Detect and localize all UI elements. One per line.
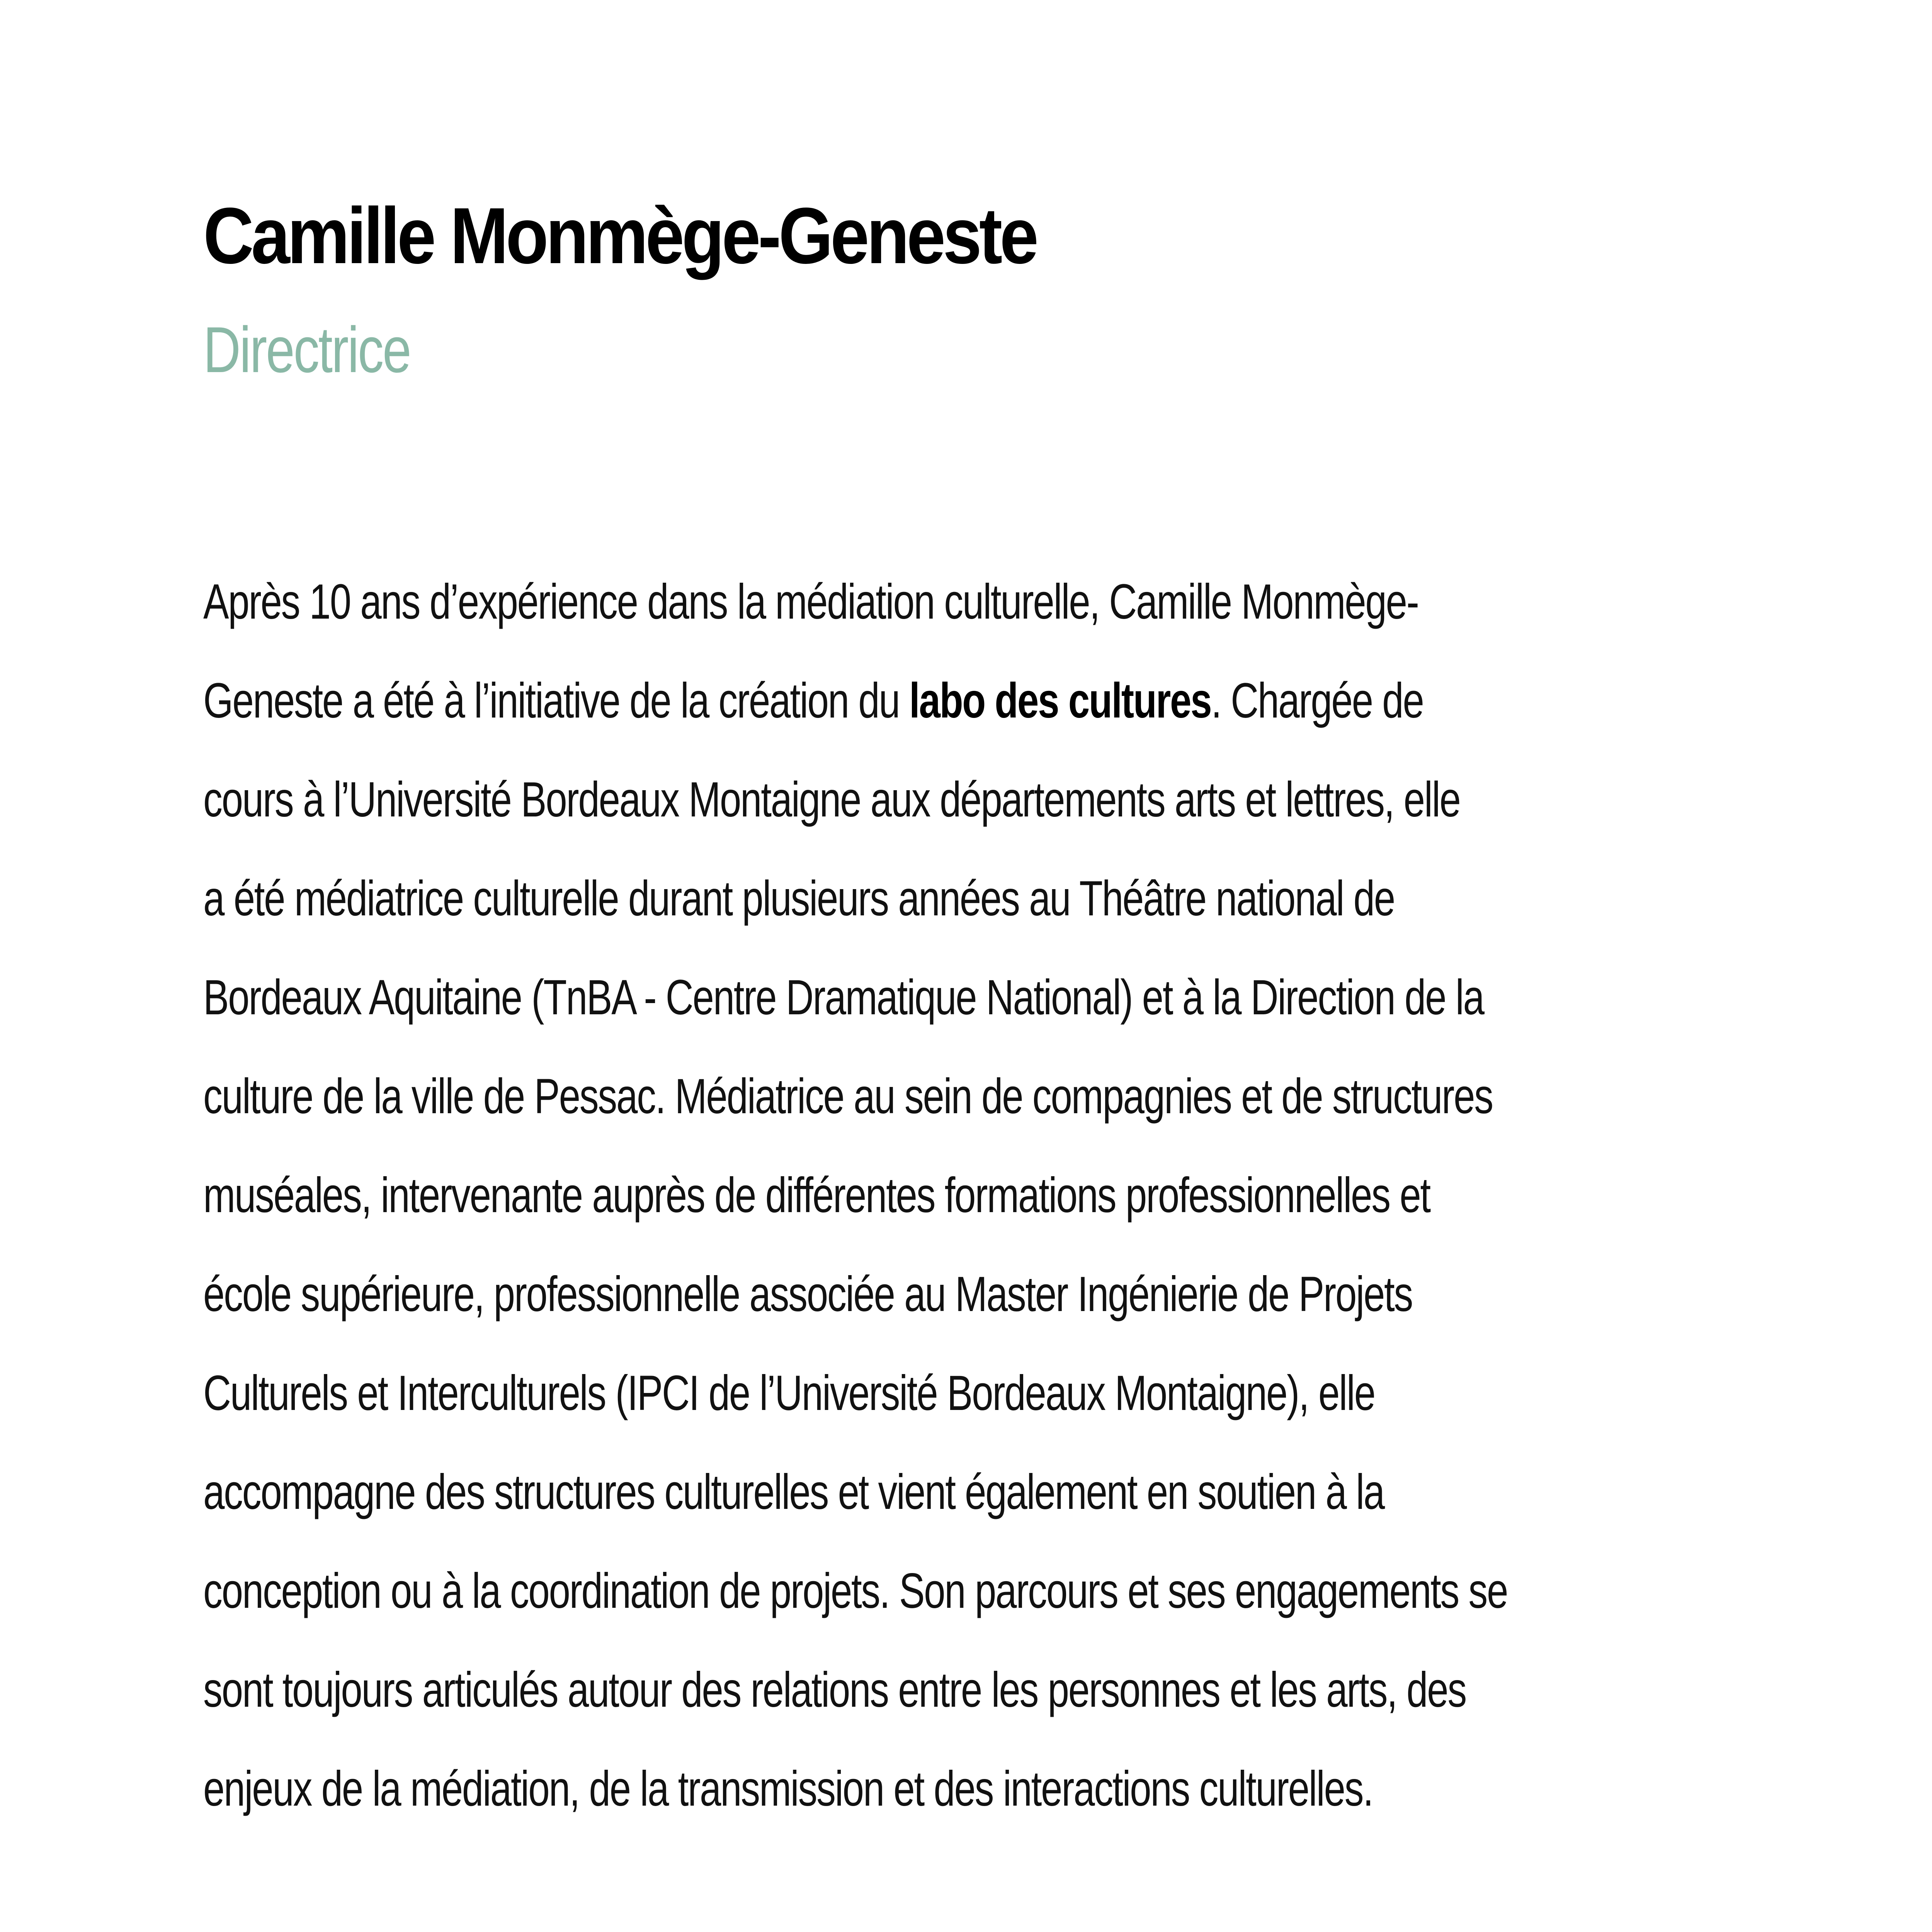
bio-line: accompagne des structures culturelles et vient également en soutien à la <box>203 1464 1384 1520</box>
bio-line <box>203 651 1469 750</box>
bio-line: culture de la ville de Pessac. Médiatrice au sein de compagnies et de structures <box>203 1069 1493 1124</box>
labo-des-cultures-emphasis: labo des cultures <box>909 673 1211 728</box>
bio-line: a été médiatrice culturelle durant plusieurs années au Théâtre national de <box>203 871 1395 926</box>
bio-line: sont toujours articulés autour des relations entre les personnes et les arts, des <box>203 1662 1466 1718</box>
person-role: Directrice <box>203 313 410 386</box>
bio-line: Culturels et Interculturels (IPCI de l’Université Bordeaux Montaigne), elle <box>203 1366 1375 1421</box>
bio-line: Après 10 ans d’expérience dans la médiation culturelle, Camille Monmège- <box>203 574 1418 629</box>
bio-line: école supérieure, professionnelle associée au Master Ingénierie de Projets <box>203 1267 1413 1322</box>
bio-line: Bordeaux Aquitaine (TnBA - Centre Dramatique National) et à la Direction de la <box>203 970 1484 1025</box>
biography <box>203 553 1826 1838</box>
bio-line: enjeux de la médiation, de la transmission et des interactions culturelles. <box>203 1761 1373 1816</box>
bio-line: muséales, intervenante auprès de différentes formations professionnelles et <box>203 1168 1430 1223</box>
profile-card <box>203 0 1826 1932</box>
person-name: Camille Monmège-Geneste <box>203 191 1036 280</box>
bio-text: Geneste a été à l’initiative de la création du <box>203 673 910 728</box>
bio-line: cours à l’Université Bordeaux Montaigne aux départements arts et lettres, elle <box>203 772 1460 827</box>
bio-text: . Chargée de <box>1211 673 1423 728</box>
bio-line: conception ou à la coordination de projets. Son parcours et ses engagements se <box>203 1563 1508 1619</box>
